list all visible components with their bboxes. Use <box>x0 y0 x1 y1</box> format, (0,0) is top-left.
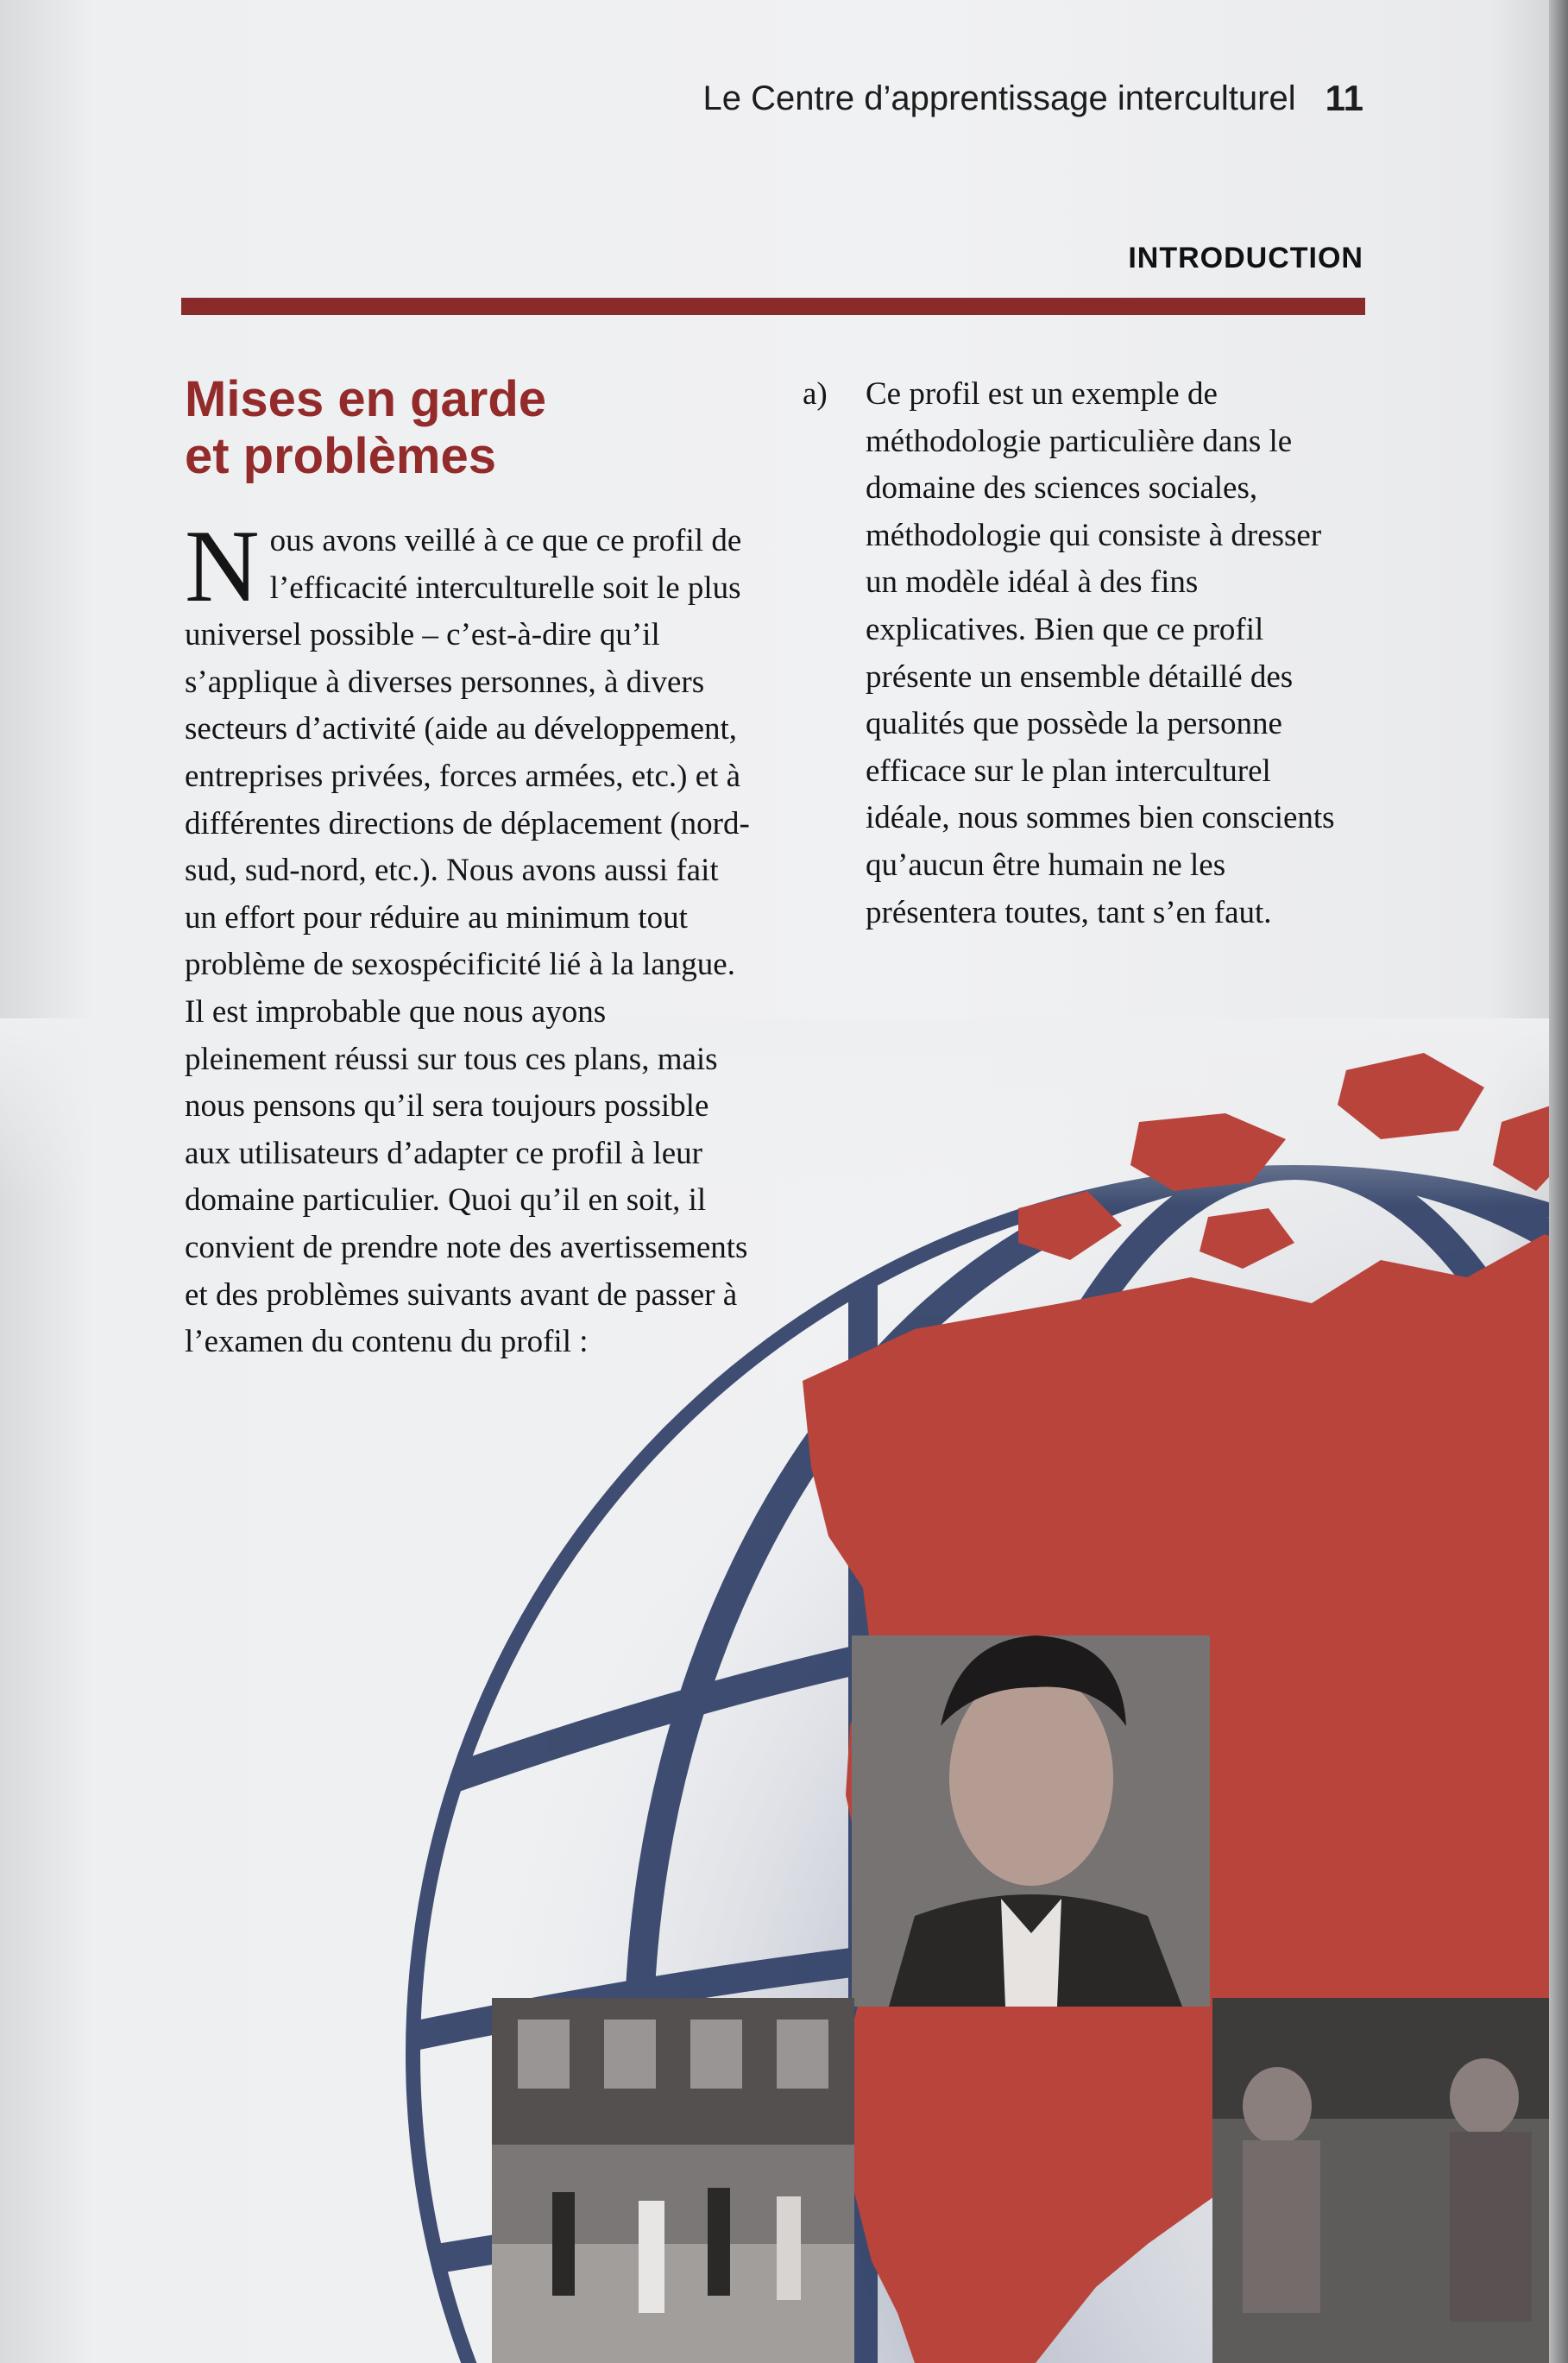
page-number: 11 <box>1325 78 1363 118</box>
page-edge <box>1549 0 1568 2363</box>
running-head-title: Le Centre d’apprentissage interculturel <box>702 79 1296 117</box>
list-item-a <box>803 371 1355 936</box>
intro-paragraph <box>185 508 754 1366</box>
section-heading <box>185 371 668 485</box>
heading-line-1: Mises en garde <box>185 371 547 427</box>
section-label: INTRODUCTION <box>1128 242 1363 274</box>
section-divider <box>181 298 1365 315</box>
running-head <box>639 74 1363 123</box>
market-photo <box>1212 1998 1568 2363</box>
heading-line-2: et problèmes <box>185 428 496 484</box>
drop-cap: N <box>185 508 260 623</box>
street-photo <box>492 1998 854 2363</box>
list-item-text: Ce profil est un exemple de méthodologie particulière dans le domaine des sciences sociales, méthodologie qui consiste à dresser un modèle idéal à des fins explicatives. Bien que ce profil présente un ensemble détaillé des qualités que possède la personne efficace sur le plan interculturel idéale, nous sommes bien conscients qu’aucun être humain ne les présentera toutes, tant s’en faut. <box>866 376 1335 930</box>
portrait-photo <box>852 1635 1210 2007</box>
intro-paragraph-text: ous avons veillé à ce que ce profil de l’efficacité interculturelle soit le plus universel possible – c’est-à-dire qu’il s’applique à diverses personnes, à divers secteurs d’activité (aide au développement, entreprises privées, forces armées, etc.) et à différentes directions de déplacement (nord-sud, sud-nord, etc.). Nous avons aussi fait un effort pour réduire au minimum tout problème de sexospécificité lié à la langue. Il est improbable que nous ayons pleinement réussi sur tous ces plans, mais nous pensons qu’il sera toujours possible aux utilisateurs d’adapter ce profil à leur domaine particulier. Quoi qu’il en soit, il convient de prendre note des avertissements et des problèmes suivants avant de passer à l’examen du contenu du profil : <box>185 523 750 1360</box>
list-item-marker: a) <box>803 376 828 412</box>
